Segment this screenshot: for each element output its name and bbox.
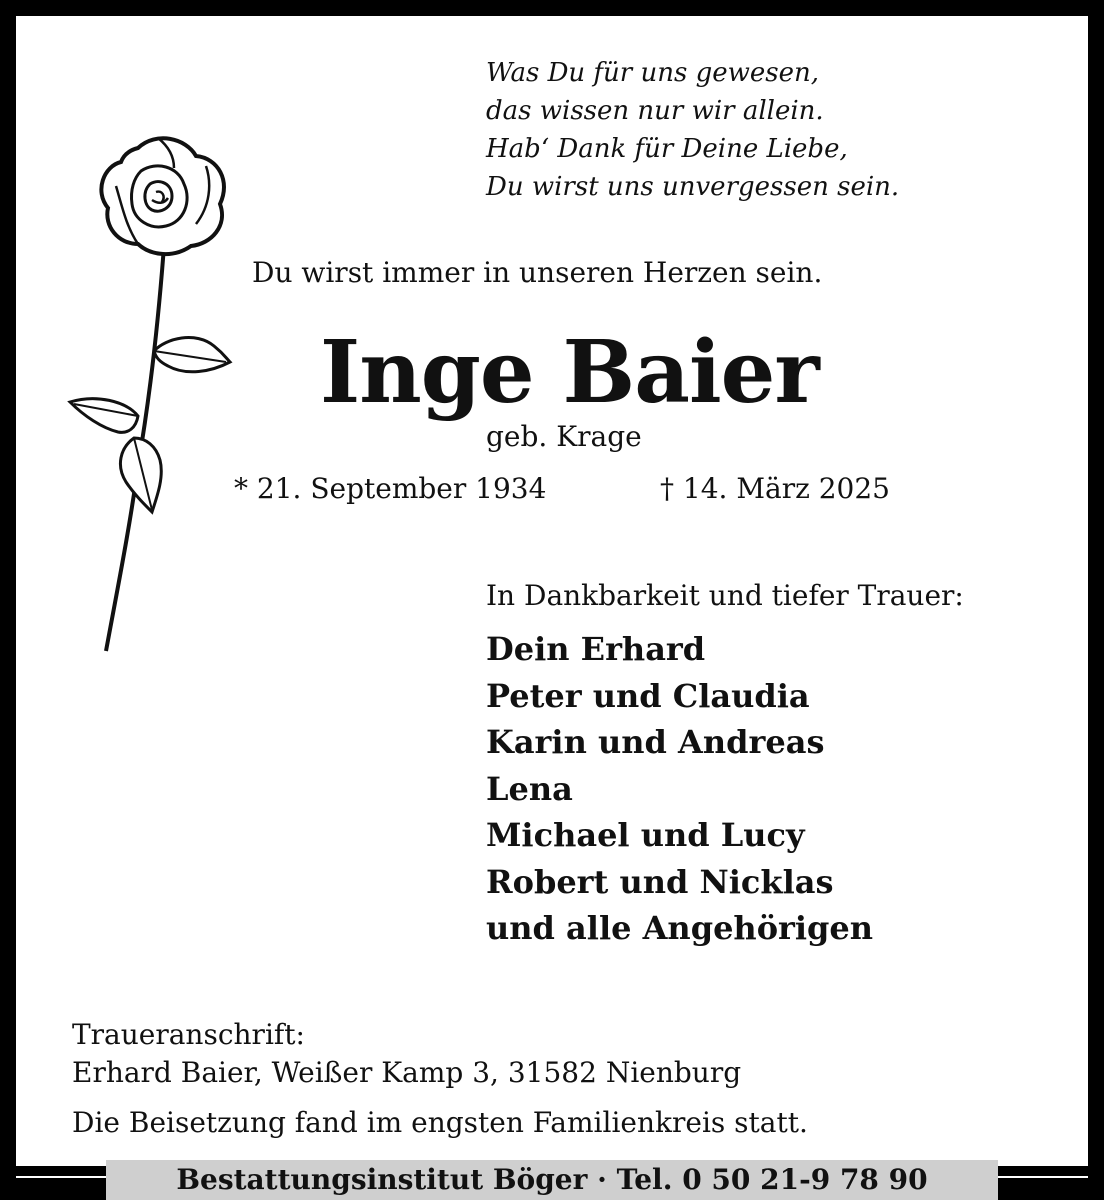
mourner-item: und alle Angehörigen bbox=[486, 909, 874, 947]
birth-date: * 21. September 1934 bbox=[234, 472, 547, 505]
deceased-name: Inge Baier bbox=[320, 322, 819, 423]
burial-note: Die Beisetzung fand im engsten Familienkreis statt. bbox=[72, 1106, 808, 1139]
maiden-name: geb. Krage bbox=[486, 420, 642, 453]
obituary-card bbox=[16, 16, 1088, 1178]
mourner-item: Dein Erhard bbox=[486, 630, 706, 668]
poem bbox=[486, 54, 899, 206]
poem-line: Hab‘ Dank für Deine Liebe, bbox=[486, 134, 848, 164]
mourner-item: Peter und Claudia bbox=[486, 676, 810, 715]
thanks-line: In Dankbarkeit und tiefer Trauer: bbox=[486, 579, 964, 612]
mourner-item: Lena bbox=[486, 769, 573, 808]
rose-illustration bbox=[46, 126, 236, 666]
address-label: Traueranschrift: bbox=[72, 1018, 305, 1051]
funeral-home-banner: Bestattungsinstitut Böger · Tel. 0 50 21-9 78 90 bbox=[106, 1160, 998, 1200]
poem-line: Du wirst uns unvergessen sein. bbox=[486, 172, 900, 202]
address: Erhard Baier, Weißer Kamp 3, 31582 Nienburg bbox=[72, 1056, 742, 1089]
mourner-item: Karin und Andreas bbox=[486, 723, 825, 761]
poem-line: Was Du für uns gewesen, bbox=[486, 58, 819, 88]
death-date: † 14. März 2025 bbox=[660, 472, 890, 505]
mourner-item: Michael und Lucy bbox=[486, 816, 805, 854]
mourners-list bbox=[486, 626, 873, 952]
subtitle: Du wirst immer in unseren Herzen sein. bbox=[252, 256, 823, 289]
poem-line: das wissen nur wir allein. bbox=[486, 96, 824, 126]
mourner-item: Robert und Nicklas bbox=[486, 862, 834, 901]
